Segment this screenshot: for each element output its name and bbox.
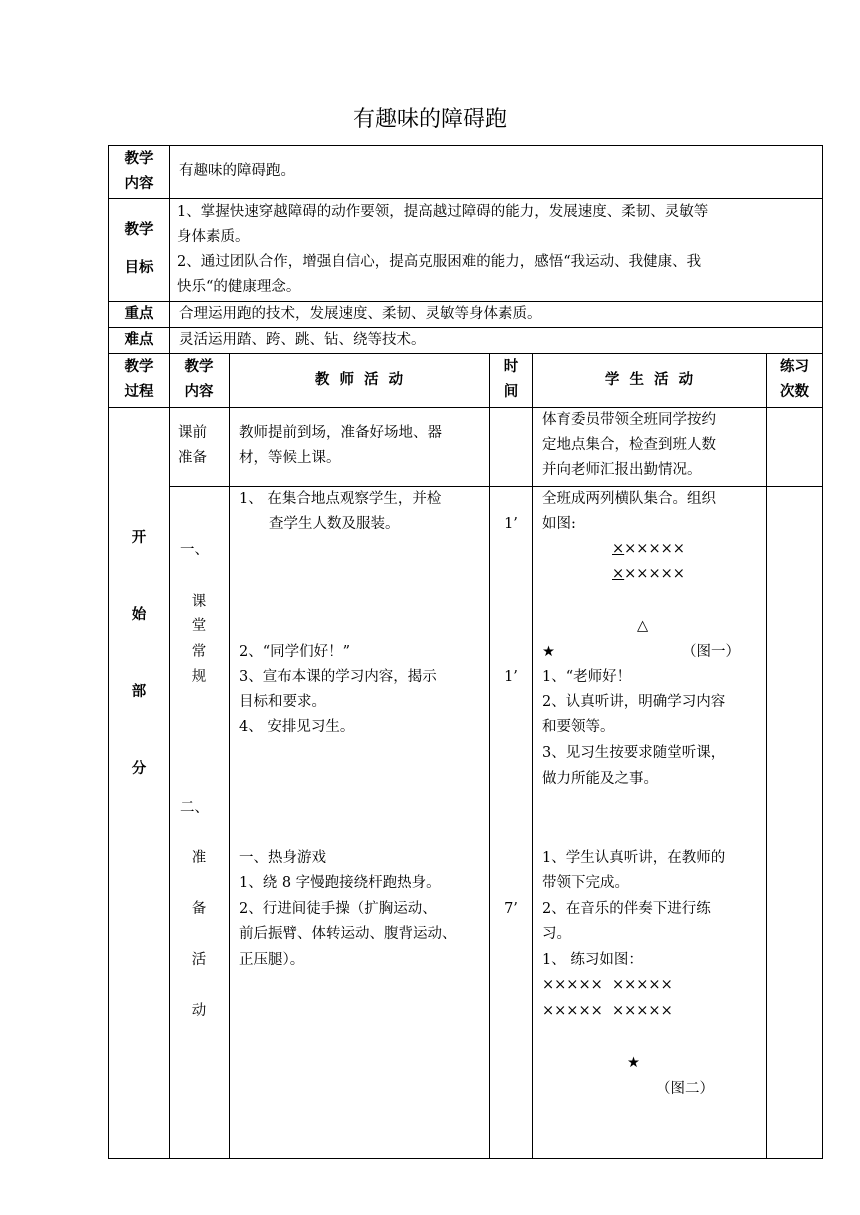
teacher-item: 1、绕 8 字慢跑接绕杆跑热身。 xyxy=(239,875,441,891)
goal-line: 快乐“的健康理念。 xyxy=(177,279,301,295)
student-item: 做力所能及之事。 xyxy=(542,771,658,787)
teacher-item: 2、“同学们好！” xyxy=(239,644,351,660)
formation-leader: × xyxy=(612,566,625,582)
section-label: 开 xyxy=(131,530,147,546)
prep-content: 准备 xyxy=(178,450,207,466)
content-char: 动 xyxy=(191,1003,207,1019)
formation-row: ××××× ××××× xyxy=(542,977,673,993)
prep-content: 课前 xyxy=(178,425,207,441)
content-char: 常 xyxy=(191,644,207,660)
formation-leader: × xyxy=(612,541,625,557)
content-part: 一、 xyxy=(180,542,209,558)
student-item: 习。 xyxy=(542,926,571,942)
header-student: 学 生 活 动 xyxy=(604,372,694,388)
student-item: 和要领等。 xyxy=(542,719,615,735)
student-item: 3、见习生按要求随堂听课， xyxy=(542,745,726,761)
formation-row xyxy=(612,562,685,587)
header-process: 过程 xyxy=(124,384,154,400)
prep-teacher: 教师提前到场，准备好场地、器 xyxy=(239,425,442,441)
header-practice: 练习 xyxy=(780,359,809,375)
content-char: 堂 xyxy=(191,618,207,634)
goal-line: 身体素质。 xyxy=(177,229,250,245)
teacher-item: 目标和要求。 xyxy=(239,694,326,710)
row-label: 教学 xyxy=(124,222,154,238)
student-item: 1、“老师好！ xyxy=(542,669,632,685)
row-label: 目标 xyxy=(124,260,154,276)
prep-teacher: 材，等候上课。 xyxy=(239,450,341,466)
header-content: 教学 xyxy=(184,359,214,375)
row-label: 内容 xyxy=(124,176,154,192)
content-char: 准 xyxy=(191,850,207,866)
student-item: 2、在音乐的伴奏下进行练 xyxy=(542,901,711,917)
teacher-item: 查学生人数及服装。 xyxy=(269,516,400,532)
student-item: 如图: xyxy=(542,516,576,532)
header-time: 间 xyxy=(503,384,519,400)
goal-line: 1、掌握快速穿越障碍的动作要领，提高越过障碍的能力，发展速度、柔韧、灵敏等 xyxy=(177,204,709,220)
teacher-item: 1、 在集合地点观察学生，并检 xyxy=(239,491,442,507)
star-icon: ★ xyxy=(627,1055,640,1071)
time-value: 1’ xyxy=(504,669,518,685)
row-label: 教学 xyxy=(124,151,154,167)
column-divider xyxy=(766,353,767,1159)
teacher-triangle-icon: △ xyxy=(637,618,649,634)
section-label: 部 xyxy=(131,684,147,700)
teacher-item: 3、宣布本课的学习内容，揭示 xyxy=(239,669,437,685)
student-item: 1、 练习如图： xyxy=(542,952,643,968)
student-item: 2、认真听讲，明确学习内容 xyxy=(542,694,726,710)
section-label: 分 xyxy=(131,761,147,777)
row-divider xyxy=(108,198,823,199)
teacher-item: 4、 安排见习生。 xyxy=(239,719,355,735)
figure-caption: （图一） xyxy=(682,644,740,660)
student-item: 带领下完成。 xyxy=(542,875,629,891)
column-divider xyxy=(532,353,533,1159)
student-item: 1、学生认真听讲，在教师的 xyxy=(542,850,726,866)
key-point: 合理运用跑的技术，发展速度、柔韧、灵敏等身体素质。 xyxy=(179,306,542,322)
prep-student: 体育委员带领全班同学按约 xyxy=(542,412,716,428)
formation-marks: ××××× xyxy=(624,566,685,582)
content-char: 课 xyxy=(191,594,207,610)
header-time: 时 xyxy=(503,359,519,375)
content-char: 活 xyxy=(191,952,207,968)
star-icon: ★ xyxy=(542,644,555,660)
section-label: 始 xyxy=(131,607,147,623)
difficulty: 灵活运用踏、跨、跳、钻、绕等技术。 xyxy=(179,332,426,348)
lesson-content: 有趣味的障碍跑。 xyxy=(179,163,295,179)
header-content: 内容 xyxy=(184,384,214,400)
formation-row: ××××× ××××× xyxy=(542,1003,673,1019)
teacher-item: 前后振臂、体转运动、腹背运动、 xyxy=(239,926,457,942)
time-value: 1’ xyxy=(504,516,518,532)
row-divider xyxy=(108,353,823,354)
header-teacher: 教 师 活 动 xyxy=(314,372,404,388)
student-item: 全班成两列横队集合。组织 xyxy=(542,491,716,507)
column-divider xyxy=(489,353,490,1159)
teacher-item: 正压腿）。 xyxy=(239,952,305,968)
row-label: 重点 xyxy=(124,306,154,322)
teacher-item: 一、热身游戏 xyxy=(239,850,326,866)
formation-marks: ××××× xyxy=(624,541,685,557)
header-process: 教学 xyxy=(124,359,154,375)
figure-caption: （图二） xyxy=(656,1081,714,1097)
content-char: 规 xyxy=(191,669,207,685)
prep-student: 定地点集合，检查到班人数 xyxy=(542,437,716,453)
page-title: 有趣味的障碍跑 xyxy=(352,107,507,132)
content-char: 备 xyxy=(191,901,207,917)
header-practice: 次数 xyxy=(780,384,809,400)
formation-row xyxy=(612,537,685,562)
row-label: 难点 xyxy=(124,332,154,348)
time-value: 7’ xyxy=(504,901,518,917)
column-divider xyxy=(229,353,230,1159)
prep-student: 并向老师汇报出勤情况。 xyxy=(542,462,702,478)
goal-line: 2、通过团队合作，增强自信心，提高克服困难的能力，感悟“我运动、我健康、我 xyxy=(177,254,702,270)
teacher-item: 2、行进间徒手操（扩胸运动、 xyxy=(239,901,437,917)
content-part: 二、 xyxy=(180,800,209,816)
